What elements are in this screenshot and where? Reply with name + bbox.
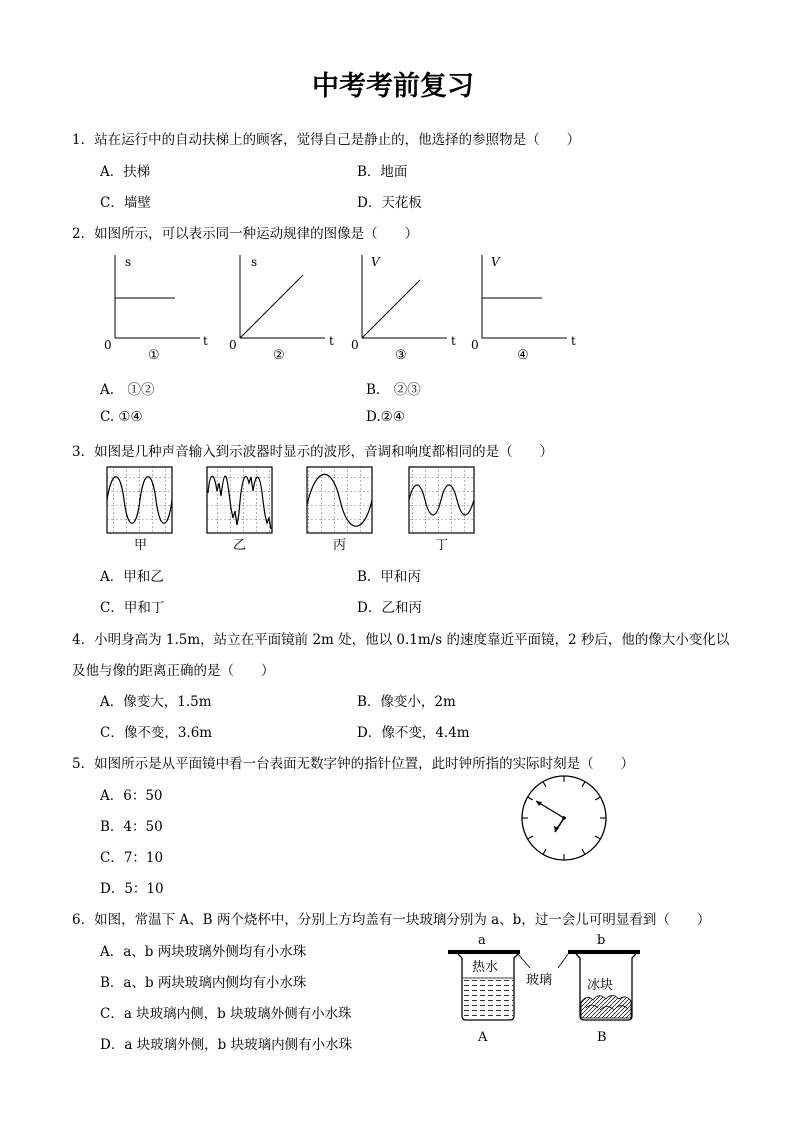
graph-1-ylabel: s (125, 255, 132, 269)
beaker-a (458, 954, 518, 1020)
question-4-stem-line2: 及他与像的距离正确的是（ ） (72, 663, 275, 679)
wave-yi (207, 467, 272, 553)
glass-label: 玻璃 (526, 973, 553, 988)
glass-a-label: a (478, 933, 486, 948)
graph-4-ylabel: V (491, 255, 500, 269)
wave-ding-label: 丁 (435, 538, 449, 553)
graph-2-caption: ② (273, 348, 285, 363)
q1-option-a[interactable]: A．扶梯 (100, 164, 151, 180)
motion-graphs-figure (95, 250, 595, 365)
beaker-b-label: B (597, 1030, 607, 1045)
graph-4 (471, 255, 576, 363)
graph-3-ylabel: V (371, 255, 380, 269)
question-3-stem: 3．如图是几种声音输入到示波器时显示的波形，音调和响度都相同的是（ ） (72, 444, 554, 460)
q5-option-b[interactable]: B．4：50 (100, 819, 163, 835)
q5-option-c[interactable]: C．7：10 (100, 850, 164, 866)
question-4-stem-line1: 4．小明身高为 1.5m，站立在平面镜前 2m 处，他以 0.1m/s 的速度靠近平面镜，2 秒后，他的像大小变化以 (72, 632, 730, 648)
q2-option-d[interactable]: D.②④ (366, 409, 405, 425)
graph-4-xlabel: t (571, 334, 576, 348)
graph-3-caption: ③ (395, 348, 407, 363)
wave-yi-label: 乙 (233, 538, 247, 553)
q3-option-d[interactable]: D．乙和丙 (357, 600, 422, 616)
mirror-clock-figure (518, 772, 610, 864)
q5-option-a[interactable]: A．6：50 (100, 788, 163, 804)
graph-1-origin: 0 (104, 338, 112, 352)
graph-3 (351, 255, 456, 363)
q4-option-c[interactable]: C．像不变，3.6m (100, 725, 213, 741)
glass-plate-b (568, 950, 640, 954)
graph-1 (104, 255, 208, 363)
q4-option-d[interactable]: D．像不变，4.4m (357, 725, 470, 741)
q4-option-a[interactable]: A．像变大，1.5m (100, 694, 212, 710)
ice-label: 冰块 (587, 978, 614, 993)
question-5-stem: 5．如图所示是从平面镜中看一台表面无数字钟的指针位置，此时钟所指的实际时刻是（ ） (72, 756, 635, 772)
q1-option-d[interactable]: D．天花板 (357, 195, 422, 211)
q4-option-b[interactable]: B．像变小，2m (357, 694, 456, 710)
graph-1-xlabel: t (203, 334, 208, 348)
q6-option-b[interactable]: B．a、b 两块玻璃内侧均有小水珠 (100, 975, 307, 991)
graph-3-origin: 0 (351, 338, 359, 352)
q3-option-c[interactable]: C．甲和丁 (100, 600, 165, 616)
q2-option-b[interactable]: B. ②③ (366, 382, 421, 398)
q2-option-c[interactable]: C. ①④ (100, 409, 143, 425)
question-2-stem: 2．如图所示，可以表示同一种运动规律的图像是（ ） (72, 226, 419, 242)
q5-option-d[interactable]: D．5：10 (100, 881, 164, 897)
glass-b-label: b (597, 933, 606, 948)
page-title: 中考考前复习 (312, 71, 474, 102)
wave-jia-label: 甲 (134, 538, 148, 553)
graph-2-origin: 0 (229, 338, 237, 352)
wave-bing-label: 丙 (333, 538, 347, 553)
graph-4-caption: ④ (517, 348, 529, 363)
q1-option-b[interactable]: B．地面 (357, 164, 408, 180)
question-1-stem: 1．站在运行中的自动扶梯上的顾客，觉得自己是静止的，他选择的参照物是（ ） (72, 132, 581, 148)
graph-2-xlabel: t (329, 334, 334, 348)
hot-water-label: 热水 (472, 960, 499, 975)
graph-2 (229, 255, 334, 363)
graph-3-xlabel: t (451, 334, 456, 348)
q3-option-b[interactable]: B．甲和丙 (357, 569, 421, 585)
q3-option-a[interactable]: A．甲和乙 (100, 569, 164, 585)
q6-option-a[interactable]: A．a、b 两块玻璃外侧均有小水珠 (100, 944, 307, 960)
graph-4-origin: 0 (471, 338, 479, 352)
wave-jia (107, 467, 172, 553)
wave-bing (307, 467, 372, 553)
question-6-stem: 6．如图，常温下 A、B 两个烧杯中，分别上方均盖有一块玻璃分别为 a、b，过一会儿可明显看到（ ） (72, 912, 711, 928)
glass-plate-a (448, 950, 520, 954)
beaker-b (576, 954, 636, 1020)
beakers-figure (440, 928, 650, 1050)
oscilloscope-waves-figure (100, 463, 480, 558)
q2-option-a[interactable]: A. ①② (100, 382, 155, 398)
graph-2-ylabel: s (251, 255, 258, 269)
beaker-a-label: A (478, 1030, 488, 1045)
wave-ding (409, 467, 474, 553)
q6-option-c[interactable]: C．a 块玻璃内侧，b 块玻璃外侧有小水珠 (100, 1006, 352, 1022)
q1-option-c[interactable]: C．墙壁 (100, 195, 151, 211)
q6-option-d[interactable]: D．a 块玻璃外侧，b 块玻璃内侧有小水珠 (100, 1037, 353, 1053)
graph-1-caption: ① (148, 348, 160, 363)
